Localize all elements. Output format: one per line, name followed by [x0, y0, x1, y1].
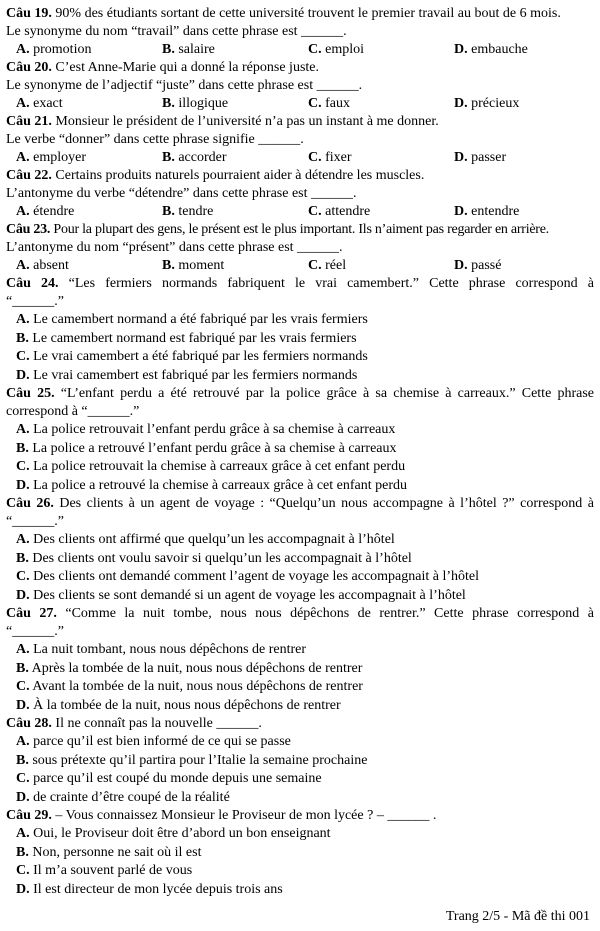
- option-d[interactable]: D. Le vrai camembert est fabriqué par les fermiers normands: [16, 367, 358, 383]
- question-23: [6, 221, 594, 275]
- question-stem-continued: “______.”: [6, 294, 64, 309]
- option-c[interactable]: C. réel: [308, 258, 347, 273]
- option-a[interactable]: A. employer: [16, 150, 86, 165]
- option-b[interactable]: B. sous prétexte qu’il partira pour l’Italie la semaine prochaine: [16, 752, 368, 768]
- option-c[interactable]: C. attendre: [308, 204, 371, 219]
- option-c[interactable]: C. parce qu’il est coupé du monde depuis une semaine: [16, 771, 322, 786]
- question-prompt: Le verbe “donner” dans cette phrase signifie ______.: [6, 132, 304, 147]
- options: [6, 41, 594, 59]
- question-number: Câu 19.: [6, 6, 52, 21]
- question-stem: C’est Anne-Marie qui a donné la réponse juste.: [55, 60, 319, 75]
- option-b[interactable]: B. salaire: [162, 42, 215, 57]
- question-25: [6, 385, 594, 495]
- option-a[interactable]: A. La nuit tombant, nous nous dépêchons de rentrer: [16, 642, 307, 657]
- option-c[interactable]: C. Le vrai camembert a été fabriqué par les fermiers normands: [16, 349, 368, 364]
- question-number: Câu 21.: [6, 114, 52, 129]
- question-number: Câu 27.: [6, 606, 57, 621]
- question-stem-continued: correspond à “______.”: [6, 404, 140, 419]
- question-stem-continued: “______.”: [6, 624, 64, 639]
- option-d[interactable]: D. passé: [454, 258, 502, 273]
- question-24: [6, 275, 594, 385]
- question-number: Câu 26.: [6, 496, 54, 511]
- option-d[interactable]: D. précieux: [454, 96, 520, 111]
- question-stem: Monsieur le président de l’université n’a pas un instant à me donner.: [55, 114, 439, 129]
- option-a[interactable]: A. exact: [16, 96, 63, 111]
- option-d[interactable]: D. passer: [454, 150, 507, 165]
- question-19: [6, 5, 594, 59]
- option-b[interactable]: B. moment: [162, 258, 225, 273]
- option-b[interactable]: B. Des clients ont voulu savoir si quelqu’un les accompagnait à l’hôtel: [16, 550, 412, 566]
- option-c[interactable]: C. Il m’a souvent parlé de vous: [16, 863, 193, 878]
- question-stem: “Les fermiers normands fabriquent le vrai camembert.” Cette phrase correspond à: [68, 276, 594, 291]
- question-number: Câu 23.: [6, 222, 51, 237]
- option-d[interactable]: D. Il est directeur de mon lycée depuis trois ans: [16, 881, 283, 897]
- option-b[interactable]: B. Non, personne ne sait où il est: [16, 844, 202, 860]
- question-prompt: L’antonyme du verbe “détendre” dans cette phrase est ______.: [6, 186, 357, 201]
- option-b[interactable]: B. Le camembert normand est fabriqué par les vrais fermiers: [16, 330, 357, 346]
- question-stem: 90% des étudiants sortant de cette université trouvent le premier travail au bout de 6 mois.: [55, 6, 561, 21]
- option-d[interactable]: D. embauche: [454, 42, 528, 57]
- question-21: [6, 113, 594, 167]
- question-26: [6, 495, 594, 605]
- question-28: [6, 715, 594, 807]
- options: [6, 257, 594, 275]
- question-number: Câu 20.: [6, 60, 52, 75]
- option-d[interactable]: D. Des clients se sont demandé si un agent de voyage les accompagnait à l’hôtel: [16, 587, 466, 603]
- option-d[interactable]: D. entendre: [454, 204, 520, 219]
- exam-page: [6, 5, 594, 899]
- option-a[interactable]: A. étendre: [16, 204, 75, 219]
- option-b[interactable]: B. Après la tombée de la nuit, nous nous dépêchons de rentrer: [16, 660, 363, 676]
- options: [6, 203, 594, 221]
- question-number: Câu 29.: [6, 808, 52, 823]
- option-a[interactable]: A. promotion: [16, 42, 92, 57]
- question-number: Câu 25.: [6, 386, 55, 401]
- option-d[interactable]: D. À la tombée de la nuit, nous nous dépêchons de rentrer: [16, 697, 341, 713]
- question-number: Câu 24.: [6, 276, 59, 291]
- question-27: [6, 605, 594, 715]
- option-c[interactable]: C. Avant la tombée de la nuit, nous nous dépêchons de rentrer: [16, 679, 363, 694]
- question-29: [6, 807, 594, 899]
- question-number: Câu 22.: [6, 168, 52, 183]
- option-a[interactable]: A. parce qu’il est bien informé de ce qui se passe: [16, 734, 291, 749]
- option-b[interactable]: B. accorder: [162, 150, 227, 165]
- question-stem: – Vous connaissez Monsieur le Proviseur de mon lycée ? – ______ .: [55, 808, 437, 823]
- option-a[interactable]: A. La police retrouvait l’enfant perdu grâce à sa chemise à carreaux: [16, 422, 396, 437]
- question-stem: “L’enfant perdu a été retrouvé par la police grâce à sa chemise à carreaux.” Cette phrase: [60, 386, 594, 401]
- question-stem: Pour la plupart des gens, le présent est le plus important. Ils n’aiment pas regarder en arrière.: [53, 222, 549, 237]
- option-c[interactable]: C. faux: [308, 96, 351, 111]
- question-stem: “Comme la nuit tombe, nous nous dépêchons de rentrer.” Cette phrase correspond à: [65, 606, 594, 621]
- option-b[interactable]: B. tendre: [162, 204, 214, 219]
- option-c[interactable]: C. fixer: [308, 150, 352, 165]
- option-b[interactable]: B. La police a retrouvé l’enfant perdu grâce à sa chemise à carreaux: [16, 440, 397, 456]
- question-prompt: Le synonyme de l’adjectif “juste” dans cette phrase est ______.: [6, 78, 363, 93]
- page-footer: Trang 2/5 - Mã đề thi 001: [445, 909, 590, 924]
- option-c[interactable]: C. Des clients ont demandé comment l’agent de voyage les accompagnait à l’hôtel: [16, 569, 480, 584]
- option-b[interactable]: B. illogique: [162, 96, 229, 111]
- question-22: [6, 167, 594, 221]
- option-a[interactable]: A. Le camembert normand a été fabriqué par les vrais fermiers: [16, 312, 368, 327]
- question-stem: Il ne connaît pas la nouvelle ______.: [55, 716, 262, 731]
- option-d[interactable]: D. La police a retrouvé la chemise à carreaux grâce à cet enfant perdu: [16, 477, 408, 493]
- question-20: [6, 59, 594, 113]
- question-number: Câu 28.: [6, 716, 52, 731]
- option-a[interactable]: A. Oui, le Proviseur doit être d’abord un bon enseignant: [16, 826, 331, 841]
- option-d[interactable]: D. de crainte d’être coupé de la réalité: [16, 789, 230, 805]
- options: [6, 95, 594, 113]
- question-stem-continued: “______.”: [6, 514, 64, 529]
- option-c[interactable]: C. La police retrouvait la chemise à carreaux grâce à cet enfant perdu: [16, 459, 406, 474]
- option-a[interactable]: A. Des clients ont affirmé que quelqu’un les accompagnait à l’hôtel: [16, 532, 395, 547]
- option-c[interactable]: C. emploi: [308, 42, 365, 57]
- option-a[interactable]: A. absent: [16, 258, 69, 273]
- question-stem: Certains produits naturels pourraient aider à détendre les muscles.: [55, 168, 425, 183]
- question-stem: Des clients à un agent de voyage : “Quelqu’un nous accompagne à l’hôtel ?” correspond à: [59, 496, 594, 511]
- options: [6, 149, 594, 167]
- question-prompt: L’antonyme du nom “présent” dans cette phrase est ______.: [6, 240, 343, 255]
- question-prompt: Le synonyme du nom “travail” dans cette phrase est ______.: [6, 24, 347, 39]
